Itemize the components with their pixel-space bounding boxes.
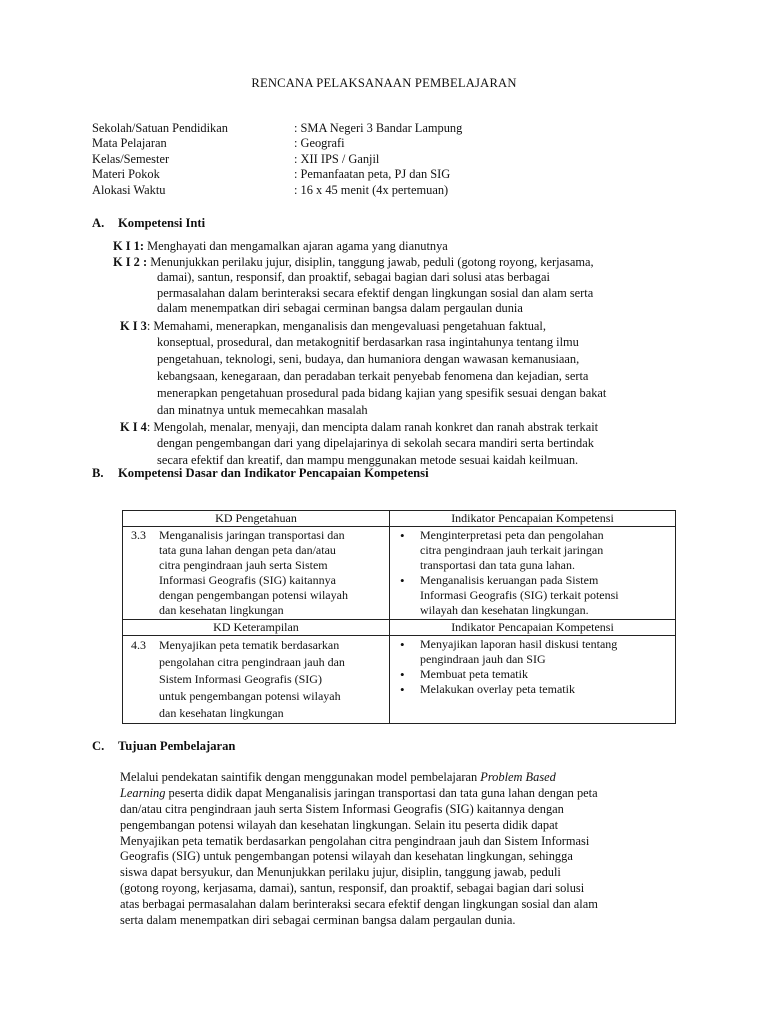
ipk-cell: [390, 636, 676, 724]
ipk-text-line: • Melakukan overlay peta tematik: [420, 682, 575, 696]
ipk-item: [420, 637, 671, 667]
section-title: Kompetensi Inti: [118, 216, 206, 230]
ki-label: K I 1:: [113, 239, 144, 253]
identity-value: : SMA Negeri 3 Bandar Lampung: [294, 121, 463, 135]
section-number: B.: [92, 466, 104, 480]
kd-cell: [123, 527, 390, 620]
ki-label: K I 3: [120, 318, 147, 333]
ipk-text-line: transportasi dan tata guna lahan.: [420, 558, 575, 572]
paragraph-line: dan/atau citra pengindraan jauh serta Sistem Informasi Geografis (SIG) kaitannya dengan: [120, 801, 564, 816]
table-row: [123, 636, 676, 724]
table-header-row: [123, 511, 676, 527]
paragraph-line: Geografis (SIG) untuk pengembangan potensi wilayah dan kesehatan lingkungan, sehingga: [120, 849, 573, 864]
ki-text-line: dalam menempatkan diri sebagai cerminan bangsa dalam pergaulan dunia: [157, 301, 523, 315]
table-header-kd-pengetahuan: KD Pengetahuan: [123, 511, 390, 527]
ki-text-line: konseptual, prosedural, dan metakognitif berdasarkan rasa ingintahunya tentang ilmu: [157, 335, 579, 349]
section-number: C.: [92, 739, 105, 753]
identity-value: : XII IPS / Ganjil: [294, 151, 380, 166]
ki-item: [113, 255, 673, 317]
kd-text-line: tata guna lahan dengan peta dan/atau: [159, 543, 336, 557]
ki-text-line: damai), santun, responsif, dan proaktif, sebagai bagian dari solusi atas berbagai: [157, 270, 550, 284]
paragraph-line: atas berbagai permasalahan dalam berinteraksi secara efektif dengan lingkungan sosial dan alam: [120, 897, 598, 911]
section-c-heading: [92, 739, 235, 755]
identity-key: Materi Pokok: [92, 167, 160, 182]
paragraph-line: pengembangan potensi wilayah dan kesehatan lingkungan. Selain itu peserta didik dapat: [120, 817, 559, 832]
identity-key: Kelas/Semester: [92, 151, 170, 166]
ki-item: [120, 420, 680, 470]
identity-value: : 16 x 45 menit (4x pertemuan): [294, 182, 449, 197]
paragraph-line: siswa dapat bersyukur, dan Menunjukkan perilaku jujur, disiplin, tanggung jawab, peduli: [120, 865, 561, 880]
ipk-text-line: citra pengindraan jauh terkait jaringan: [420, 543, 604, 557]
table-header-kd-keterampilan: KD Keterampilan: [123, 620, 390, 636]
kd-text-line: Informasi Geografis (SIG) kaitannya: [159, 573, 336, 587]
kd-text-line: untuk pengembangan potensi wilayah: [159, 689, 341, 704]
kd-text-line: citra pengindraan jauh serta Sistem: [159, 558, 328, 572]
ki-text-line: permasalahan dalam berinteraksi secara efektif dengan lingkungan sosial dan alam serta: [157, 285, 594, 300]
ki-text-line: Menghayati dan mengamalkan ajaran agama yang dianutnya: [147, 239, 448, 253]
identity-key: Mata Pelajaran: [92, 136, 167, 151]
kompetensi-inti-list: [113, 239, 673, 469]
kd-number: 3.3: [131, 528, 146, 542]
ki-text-line: secara efektif dan kreatif, dan mampu menggunakan metode sesuai kaidah keilmuan.: [157, 453, 579, 468]
kd-indicator-table: [122, 510, 676, 724]
kd-text-line: Menganalisis jaringan transportasi dan: [159, 528, 345, 542]
tujuan-paragraph: [120, 770, 676, 929]
table-header-ipk: Indikator Pencapaian Kompetensi: [390, 620, 676, 636]
section-title: Tujuan Pembelajaran: [118, 739, 236, 753]
ki-text-line: dengan pengembangan dari yang dipelajarinya di sekolah secara mandiri serta bertindak: [157, 436, 594, 451]
ki-text-line: Menunjukkan perilaku jujur, disiplin, tanggung jawab, peduli (gotong royong, kerjasama,: [150, 254, 594, 269]
ki-text-line: : Mengolah, menalar, menyaji, dan mencipta dalam ranah konkret dan ranah abstrak terkait: [146, 419, 599, 434]
ki-text-line: pengetahuan, teknologi, seni, budaya, dan humaniora dengan wawasan kemanusiaan,: [157, 352, 580, 367]
kd-text-line: pengolahan citra pengindraan jauh dan: [159, 655, 345, 670]
section-b-heading: [92, 466, 429, 482]
ki-label: K I 4: [120, 419, 147, 434]
ki-text-line: kebangsaan, kenegaraan, dan peradaban terkait penyebab fenomena dan kejadian, serta: [157, 369, 589, 384]
table-header-ipk: Indikator Pencapaian Kompetensi: [390, 511, 676, 527]
ipk-text-line: • Menginterpretasi peta dan pengolahan: [420, 528, 604, 542]
kd-text-line: dan kesehatan lingkungan: [159, 706, 284, 721]
section-a-heading: [92, 216, 205, 232]
ipk-item: [420, 573, 671, 618]
paragraph-line: serta dalam menempatkan diri sebagai cerminan bangsa dalam pergaulan dunia.: [120, 912, 516, 927]
kd-text-line: dengan pengembangan potensi wilayah: [159, 588, 348, 602]
ki-text-line: menerapkan pengetahuan prosedural pada bidang kajian yang spesifik sesuai dengan bakat: [157, 386, 607, 401]
ipk-text-line: • Menyajikan laporan hasil diskusi tentang: [420, 637, 618, 651]
ki-text-line: : Memahami, menerapkan, menganalisis dan mengevaluasi pengetahuan faktual,: [146, 318, 546, 333]
section-number: A.: [92, 216, 105, 230]
identity-key: Alokasi Waktu: [92, 182, 166, 197]
ipk-item: [420, 682, 671, 697]
ipk-text-line: • Membuat peta tematik: [420, 667, 528, 681]
ipk-text-line: • Menganalisis keruangan pada Sistem: [420, 573, 599, 587]
section-title: Kompetensi Dasar dan Indikator Pencapaian Kompetensi: [118, 466, 429, 480]
ipk-item: [420, 667, 671, 682]
table-row: [123, 527, 676, 620]
kd-text-line: Sistem Informasi Geografis (SIG): [159, 672, 322, 687]
paragraph-text: peserta didik dapat Menganalisis jaringan transportasi dan tata guna lahan dengan peta: [165, 785, 598, 800]
ipk-cell: [390, 527, 676, 620]
ki-item: [113, 239, 673, 255]
table-header-row: [123, 620, 676, 636]
paragraph-line: Menyajikan peta tematik berdasarkan pengolahan citra pengindraan jauh dan Sistem Informasi: [120, 833, 590, 848]
ki-text-line: dan minatnya untuk memecahkan masalah: [157, 403, 368, 418]
kd-text-line: dan kesehatan lingkungan: [159, 603, 284, 617]
document-title: RENCANA PELAKSANAAN PEMBELAJARAN: [251, 76, 517, 90]
identity-key: Sekolah/Satuan Pendidikan: [92, 121, 228, 135]
ki-label: K I 2 :: [113, 254, 148, 269]
paragraph-line: (gotong royong, kerjasama, damai), santun, responsif, dan proaktif, sebagai bagian dari solusi: [120, 881, 585, 896]
identity-value: : Geografi: [294, 136, 345, 151]
ki-item: [120, 319, 680, 420]
ipk-item: [420, 528, 671, 573]
identity-value: : Pemanfaatan peta, PJ dan SIG: [294, 167, 451, 182]
model-name: Problem Based: [480, 770, 556, 784]
ipk-text-line: Informasi Geografis (SIG) terkait potensi: [420, 588, 619, 602]
ipk-text-line: wilayah dan kesehatan lingkungan.: [420, 603, 589, 617]
kd-text-line: Menyajikan peta tematik berdasarkan: [159, 638, 340, 652]
paragraph-text: Melalui pendekatan saintifik dengan menggunakan model pembelajaran: [120, 770, 481, 784]
kd-number: 4.3: [131, 638, 146, 652]
ipk-text-line: pengindraan jauh dan SIG: [420, 652, 546, 666]
kd-cell: [123, 636, 390, 724]
model-name: Learning: [120, 785, 166, 800]
